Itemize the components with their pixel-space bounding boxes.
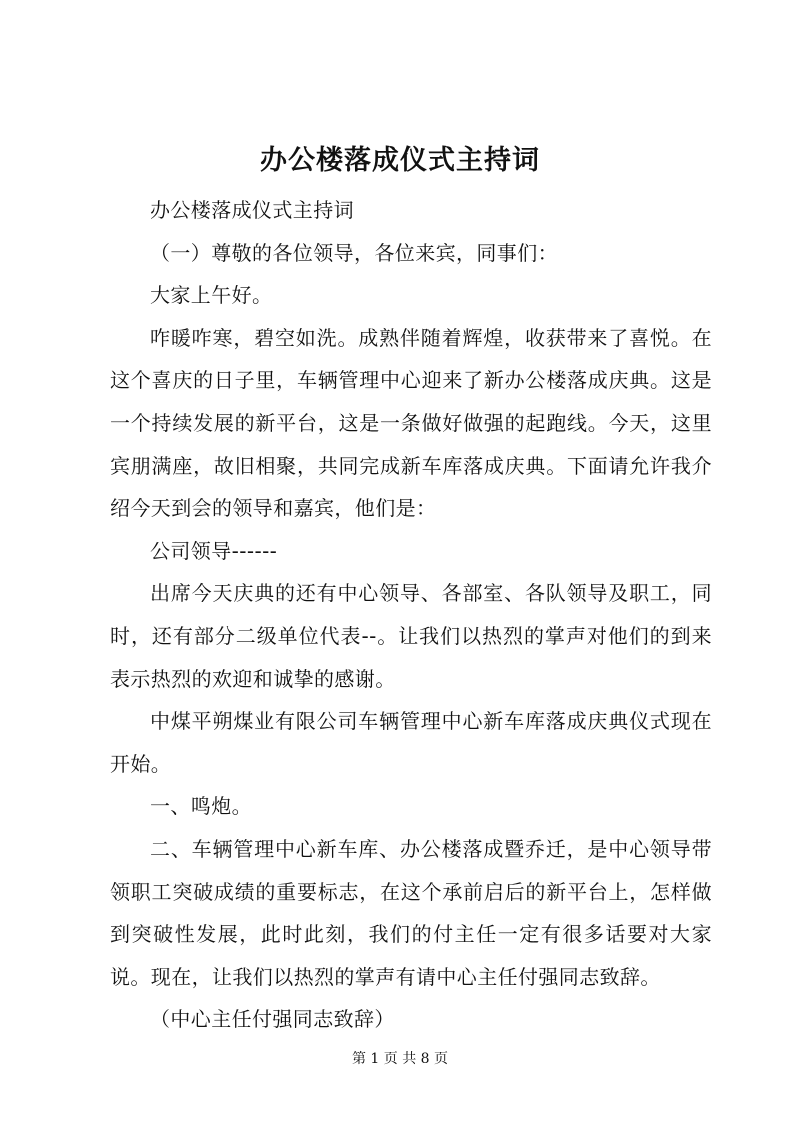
paragraph-attendees: 出席今天庆典的还有中心领导、各部室、各队领导及职工，同时，还有部分二级单位代表--。让我们以热烈的掌声对他们的到来表示热烈的欢迎和诚挚的感谢。 <box>110 581 712 691</box>
paragraph-company-leaders: 公司领导------ <box>150 538 278 563</box>
paragraph-ceremony-start: 中煤平朔煤业有限公司车辆管理中心新车库落成庆典仪式现在开始。 <box>110 709 712 776</box>
paragraph-greeting: （一）尊敬的各位领导，各位来宾，同事们： <box>150 240 558 265</box>
page-footer: 第 1 页 共 8 页 <box>351 1051 449 1067</box>
paragraph-subtitle: 办公楼落成仪式主持词 <box>150 198 354 222</box>
paragraph-opening: 咋暖咋寒，碧空如洗。成熟伴随着辉煌，收获带来了喜悦。在这个喜庆的日子里，车辆管理中心迎来了新办公楼落成庆典。这是一个持续发展的新平台，这是一条做好做强的起跑线。今天，这里宾朋满座，故旧相聚，共同完成新车库落成庆典。下面请允许我介绍今天到会的领导和嘉宾，他们是： <box>110 325 712 521</box>
paragraph-speech-note: （中心主任付强同志致辞） <box>150 1007 395 1032</box>
paragraph-speech-intro: 二、车辆管理中心新车库、办公楼落成暨乔迁，是中心领导带领职工突破成绩的重要标志，在这个承前启后的新平台上，怎样做到突破性发展，此时此刻，我们的付主任一定有很多话要对大家说。现在，让我们以热烈的掌声有请中心主任付强同志致辞。 <box>110 836 712 989</box>
paragraph-firecrackers: 一、鸣炮。 <box>150 794 252 819</box>
paragraph-good-morning: 大家上午好。 <box>150 283 273 308</box>
document-title: 办公楼落成仪式主持词 <box>260 145 540 176</box>
document-body <box>110 189 712 1041</box>
